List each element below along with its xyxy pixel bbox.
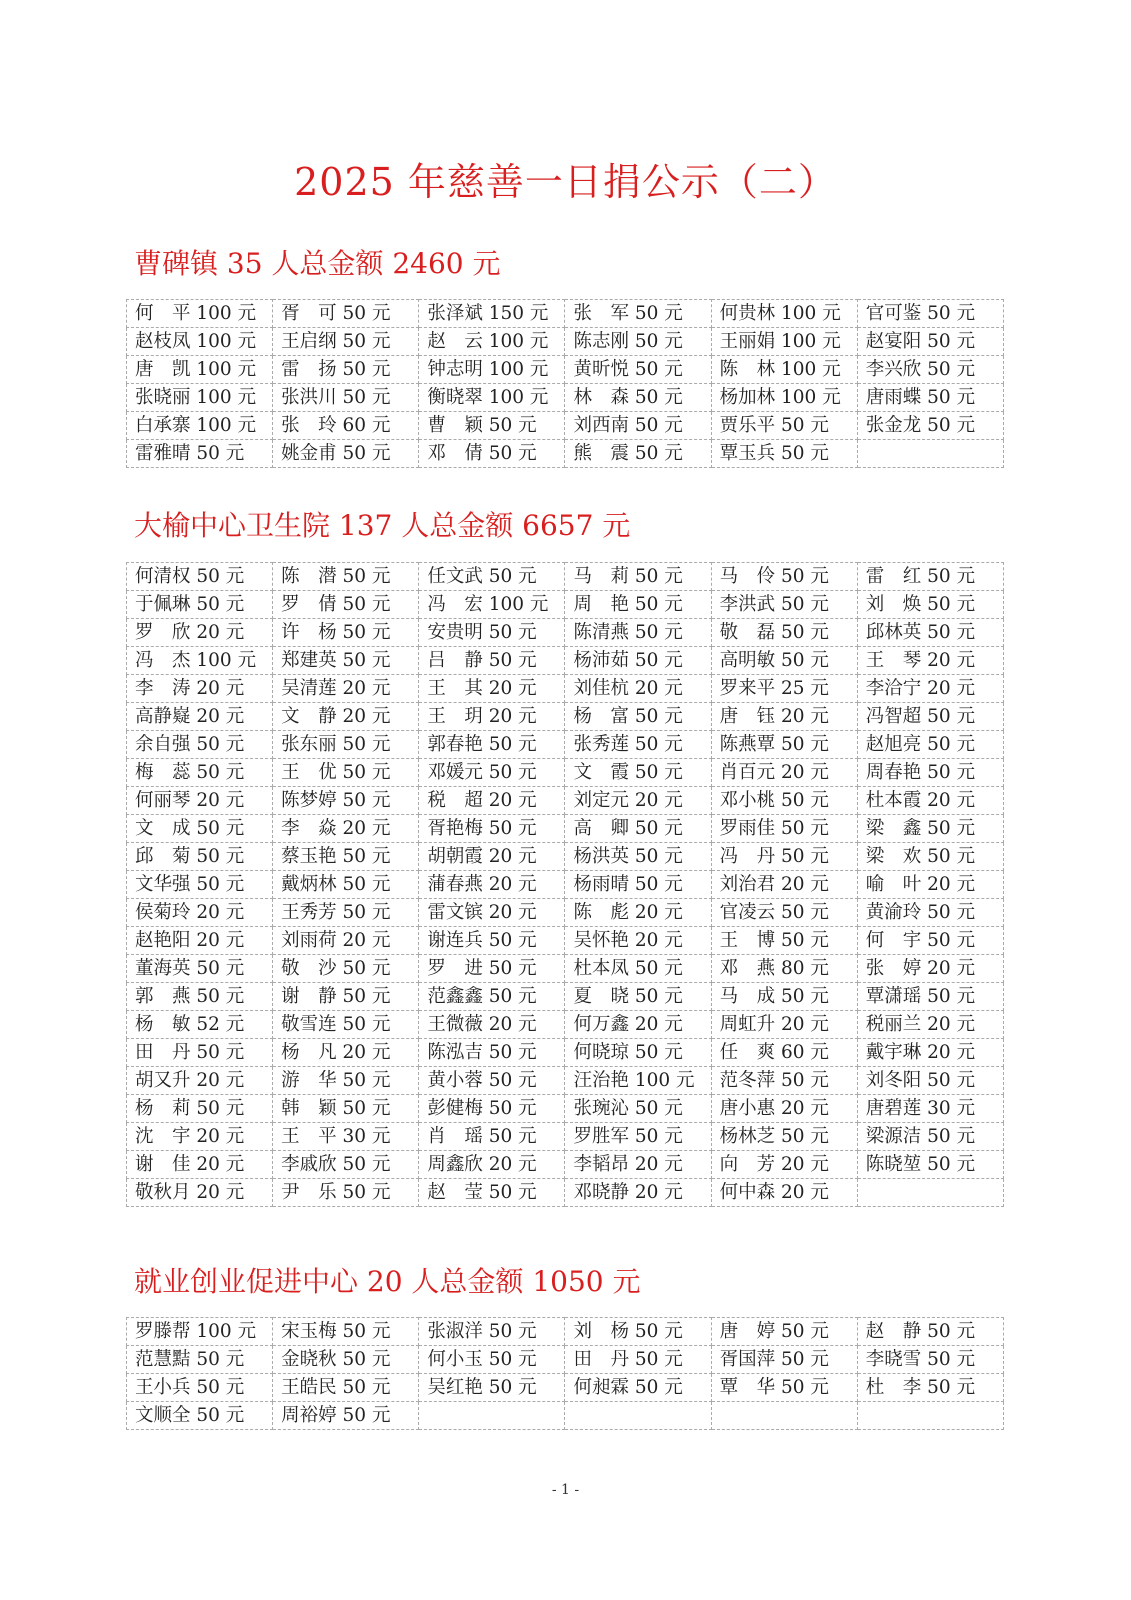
donor-cell: 沈 宇 20 元: [127, 1123, 273, 1151]
table-row: [127, 675, 1004, 703]
donor-cell: 官凌云 50 元: [711, 899, 857, 927]
donor-cell: 田 丹 50 元: [565, 1346, 711, 1374]
donor-cell: 何贵林 100 元: [711, 300, 857, 328]
table-row: [127, 843, 1004, 871]
table-row: [127, 1123, 1004, 1151]
donor-cell: 文 霞 50 元: [565, 759, 711, 787]
donor-cell: 杨沛茹 50 元: [565, 647, 711, 675]
donor-cell: 唐小惠 20 元: [711, 1095, 857, 1123]
donor-cell: 陈 彪 20 元: [565, 899, 711, 927]
donor-cell: 王 平 30 元: [273, 1123, 419, 1151]
donor-cell: 马 伶 50 元: [711, 563, 857, 591]
donor-cell: 刘 杨 50 元: [565, 1318, 711, 1346]
donor-cell: 何万鑫 20 元: [565, 1011, 711, 1039]
donor-cell: 向 芳 20 元: [711, 1151, 857, 1179]
donor-cell: 曹 颖 50 元: [419, 412, 565, 440]
donor-cell: 陈志刚 50 元: [565, 328, 711, 356]
donor-cell: 任 爽 60 元: [711, 1039, 857, 1067]
donor-cell: [419, 1402, 565, 1430]
donor-cell: 覃玉兵 50 元: [711, 440, 857, 468]
donor-cell: [857, 440, 1003, 468]
table-row: [127, 1151, 1004, 1179]
donor-cell: 刘定元 20 元: [565, 787, 711, 815]
donor-cell: 周鑫欣 20 元: [419, 1151, 565, 1179]
donor-cell: 熊 震 50 元: [565, 440, 711, 468]
donor-cell: 何小玉 50 元: [419, 1346, 565, 1374]
donor-cell: 罗雨佳 50 元: [711, 815, 857, 843]
table-row: [127, 1095, 1004, 1123]
table-row: [127, 703, 1004, 731]
donor-cell: 戴宇琳 20 元: [857, 1039, 1003, 1067]
donor-cell: 马 成 50 元: [711, 983, 857, 1011]
table-row: [127, 983, 1004, 1011]
donor-cell: 游 华 50 元: [273, 1067, 419, 1095]
donor-cell: 赵旭亮 50 元: [857, 731, 1003, 759]
donor-cell: 胡又升 20 元: [127, 1067, 273, 1095]
donor-cell: 周虹升 20 元: [711, 1011, 857, 1039]
donor-cell: 张秀莲 50 元: [565, 731, 711, 759]
donor-cell: 刘雨荷 20 元: [273, 927, 419, 955]
table-row: [127, 731, 1004, 759]
donor-cell: 梁 鑫 50 元: [857, 815, 1003, 843]
donor-cell: 杨雨晴 50 元: [565, 871, 711, 899]
donor-cell: [857, 1179, 1003, 1207]
donor-cell: 彭健梅 50 元: [419, 1095, 565, 1123]
donor-cell: 郭 燕 50 元: [127, 983, 273, 1011]
donor-cell: 韩 颖 50 元: [273, 1095, 419, 1123]
donor-cell: 谢 静 50 元: [273, 983, 419, 1011]
donor-cell: 张琬沁 50 元: [565, 1095, 711, 1123]
donor-cell: 赵 云 100 元: [419, 328, 565, 356]
donor-cell: [711, 1402, 857, 1430]
table-row: [127, 328, 1004, 356]
donor-cell: 吴怀艳 20 元: [565, 927, 711, 955]
donor-cell: 黄昕悦 50 元: [565, 356, 711, 384]
donor-cell: 张东丽 50 元: [273, 731, 419, 759]
donor-cell: 邓晓静 20 元: [565, 1179, 711, 1207]
donor-cell: 董海英 50 元: [127, 955, 273, 983]
table-row: [127, 1067, 1004, 1095]
donor-cell: 王 琴 20 元: [857, 647, 1003, 675]
donor-cell: 敬 沙 50 元: [273, 955, 419, 983]
donor-cell: [565, 1402, 711, 1430]
donor-cell: 郑建英 50 元: [273, 647, 419, 675]
donor-cell: 文 静 20 元: [273, 703, 419, 731]
table-row: [127, 440, 1004, 468]
donor-cell: 何 宇 50 元: [857, 927, 1003, 955]
donor-table-caobei: [126, 299, 1004, 468]
donor-cell: 邓小桃 50 元: [711, 787, 857, 815]
table-row: [127, 647, 1004, 675]
donor-cell: 覃潇瑶 50 元: [857, 983, 1003, 1011]
table-row: [127, 1318, 1004, 1346]
table-row: [127, 1374, 1004, 1402]
donor-cell: 吴清莲 20 元: [273, 675, 419, 703]
donor-cell: 赵 静 50 元: [857, 1318, 1003, 1346]
donor-cell: 何中森 20 元: [711, 1179, 857, 1207]
donor-cell: 姚金甫 50 元: [273, 440, 419, 468]
donor-cell: 王 玥 20 元: [419, 703, 565, 731]
donor-cell: 胥艳梅 50 元: [419, 815, 565, 843]
donor-cell: 白承寨 100 元: [127, 412, 273, 440]
donor-cell: 陈 潜 50 元: [273, 563, 419, 591]
donor-cell: 周 艳 50 元: [565, 591, 711, 619]
donor-cell: 张泽斌 150 元: [419, 300, 565, 328]
donor-cell: 邱 菊 50 元: [127, 843, 273, 871]
donor-cell: 戴炳林 50 元: [273, 871, 419, 899]
donor-cell: 唐 婷 50 元: [711, 1318, 857, 1346]
donor-cell: 张 军 50 元: [565, 300, 711, 328]
donor-cell: 唐 钰 20 元: [711, 703, 857, 731]
donor-cell: 范慧黠 50 元: [127, 1346, 273, 1374]
donor-cell: 郭春艳 50 元: [419, 731, 565, 759]
donor-cell: 敬 磊 50 元: [711, 619, 857, 647]
donor-cell: 冯 丹 50 元: [711, 843, 857, 871]
donor-cell: 杨 富 50 元: [565, 703, 711, 731]
donor-cell: 黄渝玲 50 元: [857, 899, 1003, 927]
donor-cell: 雷 红 50 元: [857, 563, 1003, 591]
donor-cell: 陈梦婷 50 元: [273, 787, 419, 815]
table-row: [127, 356, 1004, 384]
page-number: - 1 -: [551, 1482, 580, 1498]
donor-cell: 张晓丽 100 元: [127, 384, 273, 412]
donor-cell: 覃 华 50 元: [711, 1374, 857, 1402]
donor-cell: 余自强 50 元: [127, 731, 273, 759]
donor-cell: 任文武 50 元: [419, 563, 565, 591]
donor-cell: 杨林芝 50 元: [711, 1123, 857, 1151]
donor-cell: 刘佳杭 20 元: [565, 675, 711, 703]
donor-cell: 杜本霞 20 元: [857, 787, 1003, 815]
table-row: [127, 899, 1004, 927]
donor-cell: 田 丹 50 元: [127, 1039, 273, 1067]
donor-cell: 李兴欣 50 元: [857, 356, 1003, 384]
donor-cell: 赵 莹 50 元: [419, 1179, 565, 1207]
donor-cell: 唐雨蝶 50 元: [857, 384, 1003, 412]
table-row: [127, 955, 1004, 983]
donor-cell: 刘冬阳 50 元: [857, 1067, 1003, 1095]
donor-cell: 林 森 50 元: [565, 384, 711, 412]
donor-cell: 罗来平 25 元: [711, 675, 857, 703]
donor-cell: 罗 欣 20 元: [127, 619, 273, 647]
donor-cell: 胡朝霞 20 元: [419, 843, 565, 871]
donor-cell: [857, 1402, 1003, 1430]
donor-cell: 文 成 50 元: [127, 815, 273, 843]
donor-cell: 贾乐平 50 元: [711, 412, 857, 440]
donor-cell: 王 优 50 元: [273, 759, 419, 787]
donor-cell: 李洪武 50 元: [711, 591, 857, 619]
donor-cell: 胥 可 50 元: [273, 300, 419, 328]
table-row: [127, 591, 1004, 619]
donor-cell: 夏 晓 50 元: [565, 983, 711, 1011]
donor-cell: 王小兵 50 元: [127, 1374, 273, 1402]
donor-cell: 王丽娟 100 元: [711, 328, 857, 356]
table-row: [127, 384, 1004, 412]
donor-cell: 张淑洋 50 元: [419, 1318, 565, 1346]
donor-cell: 李晓雪 50 元: [857, 1346, 1003, 1374]
donor-cell: 肖 瑶 50 元: [419, 1123, 565, 1151]
donor-cell: 刘治君 20 元: [711, 871, 857, 899]
donor-cell: 唐 凯 100 元: [127, 356, 273, 384]
donor-cell: 冯 杰 100 元: [127, 647, 273, 675]
donor-cell: 罗 倩 50 元: [273, 591, 419, 619]
donor-cell: 李韬昂 20 元: [565, 1151, 711, 1179]
donor-cell: 梅 蕊 50 元: [127, 759, 273, 787]
donor-cell: 李洽宁 20 元: [857, 675, 1003, 703]
donor-cell: 何 平 100 元: [127, 300, 273, 328]
donor-cell: 杨洪英 50 元: [565, 843, 711, 871]
donor-cell: 马 莉 50 元: [565, 563, 711, 591]
donor-cell: 宋玉梅 50 元: [273, 1318, 419, 1346]
donor-cell: 赵枝凤 100 元: [127, 328, 273, 356]
donor-cell: 王 其 20 元: [419, 675, 565, 703]
section-heading-employment: 就业创业促进中心 20 人总金额 1050 元: [134, 1265, 641, 1298]
donor-cell: 赵艳阳 20 元: [127, 927, 273, 955]
donor-cell: 唐碧莲 30 元: [857, 1095, 1003, 1123]
section-heading-caobei: 曹碑镇 35 人总金额 2460 元: [134, 247, 501, 280]
table-row: [127, 300, 1004, 328]
donor-table-employment: [126, 1317, 1004, 1430]
donor-cell: 赵宴阳 50 元: [857, 328, 1003, 356]
donor-cell: 杨加林 100 元: [711, 384, 857, 412]
donor-cell: 钟志明 100 元: [419, 356, 565, 384]
donor-cell: 何昶霖 50 元: [565, 1374, 711, 1402]
table-row: [127, 1039, 1004, 1067]
donor-cell: 金晓秋 50 元: [273, 1346, 419, 1374]
donor-cell: 雷 扬 50 元: [273, 356, 419, 384]
donor-cell: 蔡玉艳 50 元: [273, 843, 419, 871]
donor-cell: 周裕婷 50 元: [273, 1402, 419, 1430]
donor-cell: 杨 敏 52 元: [127, 1011, 273, 1039]
donor-cell: 敬秋月 20 元: [127, 1179, 273, 1207]
donor-cell: 肖百元 20 元: [711, 759, 857, 787]
donor-cell: 汪治艳 100 元: [565, 1067, 711, 1095]
donor-cell: 王秀芳 50 元: [273, 899, 419, 927]
table-row: [127, 759, 1004, 787]
donor-cell: 罗 进 50 元: [419, 955, 565, 983]
table-row: [127, 412, 1004, 440]
donor-cell: 吕 静 50 元: [419, 647, 565, 675]
table-row: [127, 1011, 1004, 1039]
donor-cell: 何晓琼 50 元: [565, 1039, 711, 1067]
donor-cell: 谢连兵 50 元: [419, 927, 565, 955]
table-row: [127, 927, 1004, 955]
donor-cell: 范鑫鑫 50 元: [419, 983, 565, 1011]
donor-cell: 梁 欢 50 元: [857, 843, 1003, 871]
donor-cell: 安贵明 50 元: [419, 619, 565, 647]
donor-cell: 张金龙 50 元: [857, 412, 1003, 440]
donor-cell: 范冬萍 50 元: [711, 1067, 857, 1095]
donor-cell: 谢 佳 20 元: [127, 1151, 273, 1179]
donor-cell: 冯 宏 100 元: [419, 591, 565, 619]
donor-cell: 陈清燕 50 元: [565, 619, 711, 647]
donor-cell: 吴红艳 50 元: [419, 1374, 565, 1402]
donor-cell: 罗滕帮 100 元: [127, 1318, 273, 1346]
donor-cell: 张 婷 20 元: [857, 955, 1003, 983]
donor-cell: 张 玲 60 元: [273, 412, 419, 440]
donor-cell: 高 卿 50 元: [565, 815, 711, 843]
donor-cell: 侯菊玲 20 元: [127, 899, 273, 927]
donor-cell: 文华强 50 元: [127, 871, 273, 899]
donor-cell: 梁源洁 50 元: [857, 1123, 1003, 1151]
table-row: [127, 619, 1004, 647]
table-row: [127, 1402, 1004, 1430]
table-row: [127, 787, 1004, 815]
donor-cell: 何丽琴 20 元: [127, 787, 273, 815]
donor-cell: 官可鉴 50 元: [857, 300, 1003, 328]
donor-cell: 邓 燕 80 元: [711, 955, 857, 983]
donor-cell: 蒲春燕 20 元: [419, 871, 565, 899]
donor-cell: 胥国萍 50 元: [711, 1346, 857, 1374]
donor-cell: 杜本凤 50 元: [565, 955, 711, 983]
donor-cell: 文顺全 50 元: [127, 1402, 273, 1430]
donor-cell: 喻 叶 20 元: [857, 871, 1003, 899]
page-title: 2025 年慈善一日捐公示（二）: [294, 160, 837, 204]
donor-cell: 张洪川 50 元: [273, 384, 419, 412]
donor-cell: 雷文镔 20 元: [419, 899, 565, 927]
donor-cell: 陈泓吉 50 元: [419, 1039, 565, 1067]
donor-cell: 王皓民 50 元: [273, 1374, 419, 1402]
donor-cell: 税丽兰 20 元: [857, 1011, 1003, 1039]
section-heading-dayu: 大榆中心卫生院 137 人总金额 6657 元: [134, 509, 631, 542]
donor-cell: 陈晓堃 50 元: [857, 1151, 1003, 1179]
donor-cell: 王启纲 50 元: [273, 328, 419, 356]
donor-cell: 衡晓翠 100 元: [419, 384, 565, 412]
table-row: [127, 563, 1004, 591]
donor-cell: 杜 李 50 元: [857, 1374, 1003, 1402]
table-row: [127, 1346, 1004, 1374]
donor-cell: 邱林英 50 元: [857, 619, 1003, 647]
donor-cell: 王微薇 20 元: [419, 1011, 565, 1039]
donor-cell: 于佩琳 50 元: [127, 591, 273, 619]
donor-cell: 杨 凡 20 元: [273, 1039, 419, 1067]
donor-cell: 陈燕覃 50 元: [711, 731, 857, 759]
donor-cell: 罗胜军 50 元: [565, 1123, 711, 1151]
donor-cell: 敬雪连 50 元: [273, 1011, 419, 1039]
donor-cell: 刘西南 50 元: [565, 412, 711, 440]
table-row: [127, 871, 1004, 899]
donor-cell: 尹 乐 50 元: [273, 1179, 419, 1207]
donor-cell: 李 涛 20 元: [127, 675, 273, 703]
donor-cell: 刘 焕 50 元: [857, 591, 1003, 619]
donor-cell: 杨 莉 50 元: [127, 1095, 273, 1123]
donor-cell: 周春艳 50 元: [857, 759, 1003, 787]
donor-cell: 黄小蓉 50 元: [419, 1067, 565, 1095]
donor-table-dayu: [126, 562, 1004, 1207]
donor-cell: 陈 林 100 元: [711, 356, 857, 384]
donor-cell: 邓 倩 50 元: [419, 440, 565, 468]
donor-cell: 王 博 50 元: [711, 927, 857, 955]
donor-cell: 税 超 20 元: [419, 787, 565, 815]
donor-cell: 邓媛元 50 元: [419, 759, 565, 787]
donor-cell: 何清权 50 元: [127, 563, 273, 591]
donor-cell: 雷雅晴 50 元: [127, 440, 273, 468]
donor-cell: 高明敏 50 元: [711, 647, 857, 675]
donor-cell: 李 焱 20 元: [273, 815, 419, 843]
donor-cell: 高静嶷 20 元: [127, 703, 273, 731]
donor-cell: 冯智超 50 元: [857, 703, 1003, 731]
donor-cell: 李戚欣 50 元: [273, 1151, 419, 1179]
table-row: [127, 815, 1004, 843]
donor-cell: 许 杨 50 元: [273, 619, 419, 647]
table-row: [127, 1179, 1004, 1207]
